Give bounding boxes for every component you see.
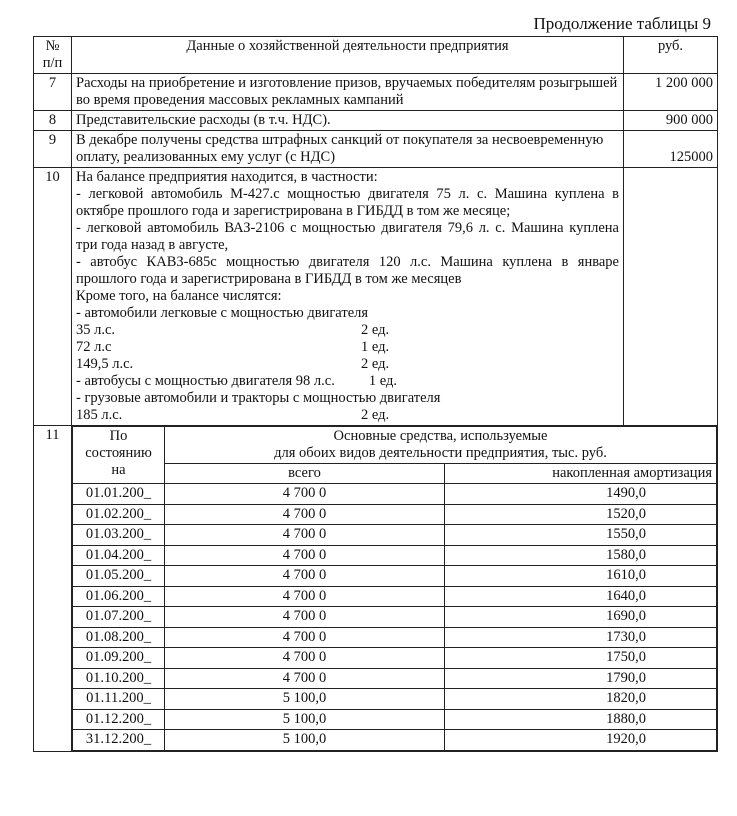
amort-cell: 1820,0 (445, 689, 717, 710)
bus-item (76, 373, 619, 390)
car-power: 149,5 л.с. (76, 356, 134, 372)
table-row (73, 730, 717, 751)
truck-label: - грузовые автомобили и тракторы с мощностью двигателя (76, 390, 441, 406)
table-row (73, 586, 717, 607)
header-row (34, 37, 718, 74)
inner-body (73, 484, 717, 751)
date-cell: 01.04.200_ (73, 545, 165, 566)
amort-cell: 1880,0 (445, 709, 717, 730)
total-cell: 4 700 0 (165, 484, 445, 505)
col-group-header (165, 427, 717, 464)
inner-subheader-row (73, 464, 717, 484)
table-row (73, 525, 717, 546)
row-text: В декабре получены средства штрафных санкций от покупателя за несвоевременную оплату, реализованных ему услуг (с НДС) (72, 131, 624, 168)
table-row (73, 689, 717, 710)
amort-cell: 1640,0 (445, 586, 717, 607)
date-cell: 01.03.200_ (73, 525, 165, 546)
header-data: Данные о хозяйственной деятельности предприятия (72, 37, 624, 74)
date-cell: 01.06.200_ (73, 586, 165, 607)
date-cell: 01.02.200_ (73, 504, 165, 525)
row-num: 7 (34, 74, 72, 111)
total-cell: 5 100,0 (165, 689, 445, 710)
total-cell: 4 700 0 (165, 545, 445, 566)
truck-qty: 2 ед. (361, 407, 390, 423)
date-cell: 01.07.200_ (73, 607, 165, 628)
col-amort-header: накопленная амортизация (445, 464, 717, 484)
row10-line: - легковой автомобиль ВАЗ-2106 с мощностью двигателя 79,6 л. с. Машина куплена три года назад в августе, (76, 220, 619, 253)
header-unit: руб. (624, 37, 718, 74)
car-qty: 2 ед. (361, 356, 390, 372)
row-num: 8 (34, 111, 72, 131)
bus-label: - автобусы с мощностью двигателя 98 л.с. (76, 373, 335, 389)
col-group-line1: Основные средства, используемые (333, 428, 548, 444)
col-date-header: По состоянию на (73, 427, 165, 484)
total-cell: 4 700 0 (165, 525, 445, 546)
amort-cell: 1750,0 (445, 648, 717, 669)
amort-cell: 1610,0 (445, 566, 717, 587)
bus-qty: 1 ед. (368, 373, 397, 389)
car-item (76, 322, 619, 339)
row10-line: - автобус КАВЗ-685с мощностью двигателя 120 л.с. Машина куплена в январе прошлого года и зарегистрирована в ГИБДД в том же месяцев (76, 254, 619, 287)
table-row (73, 648, 717, 669)
row-text: Расходы на приобретение и изготовление призов, вручаемых победителям розыгрышей во время проведения массовых рекламных кампаний (72, 74, 624, 111)
car-power: 72 л.с (76, 339, 112, 355)
date-cell: 01.09.200_ (73, 648, 165, 669)
date-cell: 01.05.200_ (73, 566, 165, 587)
truck-power: 185 л.с. (76, 407, 123, 423)
amort-cell: 1520,0 (445, 504, 717, 525)
inner-header-row (73, 427, 717, 464)
total-cell: 4 700 0 (165, 668, 445, 689)
date-cell: 01.08.200_ (73, 627, 165, 648)
date-cell: 31.12.200_ (73, 730, 165, 751)
row11-content (72, 426, 718, 752)
fixed-assets-table (72, 426, 717, 751)
table-row (73, 668, 717, 689)
table-row (73, 504, 717, 525)
row10-line: Кроме того, на балансе числятся: (76, 288, 282, 304)
row-num: 10 (34, 168, 72, 426)
car-qty: 1 ед. (361, 339, 390, 355)
row-num: 11 (34, 426, 72, 752)
row-text: Представительские расходы (в т.ч. НДС). (72, 111, 624, 131)
amort-cell: 1920,0 (445, 730, 717, 751)
car-item (76, 356, 619, 373)
row10-line: - автомобили легковые с мощностью двигателя (76, 305, 369, 321)
date-cell: 01.10.200_ (73, 668, 165, 689)
total-cell: 5 100,0 (165, 709, 445, 730)
row-value: 900 000 (624, 111, 718, 131)
total-cell: 4 700 0 (165, 627, 445, 648)
row10-value (624, 168, 718, 426)
table-row (73, 709, 717, 730)
total-cell: 4 700 0 (165, 607, 445, 628)
table-caption: Продолжение таблицы 9 (533, 14, 711, 33)
car-power: 35 л.с. (76, 322, 116, 338)
amort-cell: 1490,0 (445, 484, 717, 505)
row-value: 1 200 000 (624, 74, 718, 111)
total-cell: 4 700 0 (165, 504, 445, 525)
car-item (76, 339, 619, 356)
total-cell: 4 700 0 (165, 566, 445, 587)
amort-cell: 1580,0 (445, 545, 717, 566)
amort-cell: 1550,0 (445, 525, 717, 546)
amort-cell: 1730,0 (445, 627, 717, 648)
date-cell: 01.11.200_ (73, 689, 165, 710)
main-table (33, 36, 718, 752)
truck-item (76, 407, 619, 424)
total-cell: 5 100,0 (165, 730, 445, 751)
car-qty: 2 ед. (361, 322, 390, 338)
header-num: № п/п (34, 37, 72, 74)
table-row (34, 111, 718, 131)
total-cell: 4 700 0 (165, 648, 445, 669)
row-value: 125000 (624, 131, 718, 168)
amort-cell: 1690,0 (445, 607, 717, 628)
total-cell: 4 700 0 (165, 586, 445, 607)
amort-cell: 1790,0 (445, 668, 717, 689)
col-total-header: всего (165, 464, 445, 484)
table-row (34, 131, 718, 168)
table-row (73, 627, 717, 648)
table-row (34, 74, 718, 111)
row10-line: На балансе предприятия находится, в частности: (76, 169, 378, 185)
col-group-line2: для обоих видов деятельности предприятия, тыс. руб. (274, 445, 607, 461)
table-row (73, 607, 717, 628)
table-row (73, 484, 717, 505)
table-row-11 (34, 426, 718, 752)
row10-line: - легковой автомобиль М-427.с мощностью двигателя 75 л. с. Машина куплена в октябре прошлого года и зарегистрирована в ГИБДД в том же месяце; (76, 186, 619, 219)
row-num: 9 (34, 131, 72, 168)
date-cell: 01.01.200_ (73, 484, 165, 505)
table-row-10 (34, 168, 718, 426)
row10-text (72, 168, 624, 426)
table-row (73, 545, 717, 566)
date-cell: 01.12.200_ (73, 709, 165, 730)
table-row (73, 566, 717, 587)
